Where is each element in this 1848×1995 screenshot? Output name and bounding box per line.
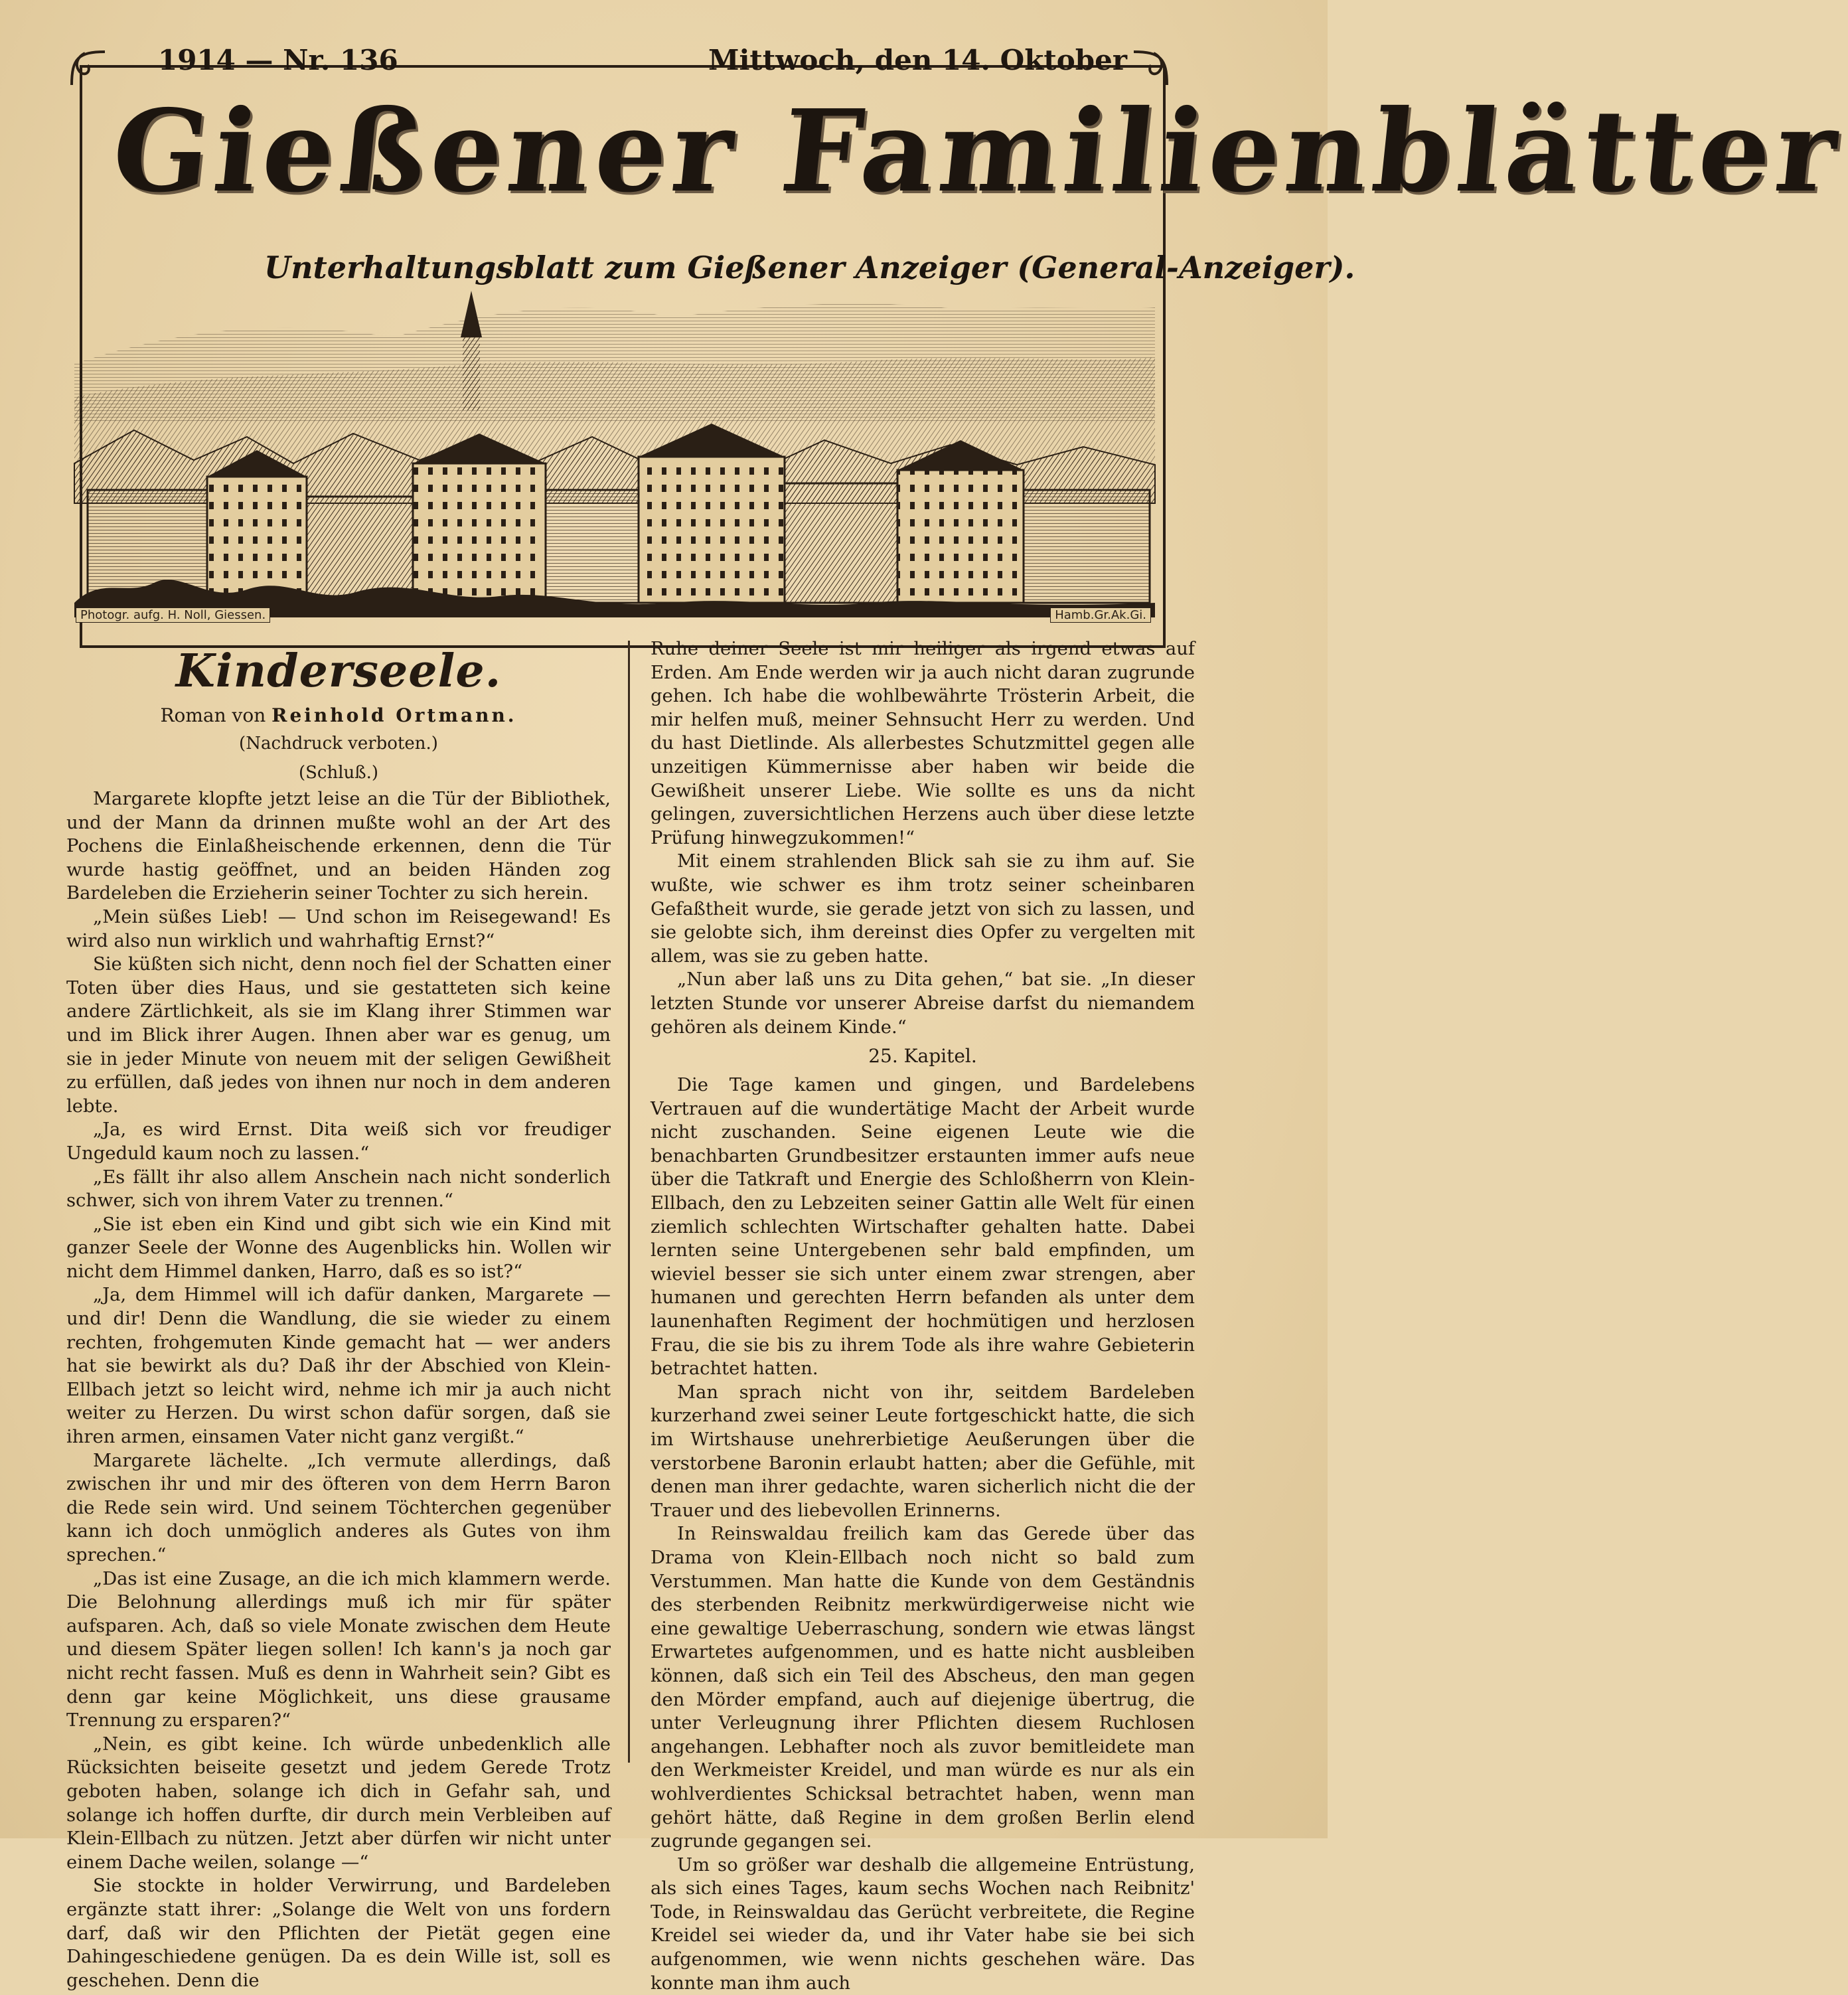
newspaper-title: Gießener Familienblätter: [106, 85, 1848, 218]
masthead: [72, 39, 1848, 623]
paragraph: „Das ist eine Zusage, an die ich mich klammern werde. Die Belohnung allerdings muß ich mir für später aufsparen. Ach, daß so viele Monate zwischen dem Heute und diesem Später liegen sollen! Ich kann's ja noch gar nicht recht fassen. Muß es denn in Wahrheit sein? Gibt es denn gar keine Möglichkeit, uns diese grausame Trennung zu ersparen?“: [66, 1568, 611, 1731]
paragraph: In Reinswaldau freilich kam das Gerede über das Drama von Klein-Ellbach noch nicht so bald zum Verstummen. Man hatte die Kunde von dem Geständnis des sterbenden Reibnitz merkwürdigerweise nicht wie eine gewaltige Ueberraschung, sondern wie etwas längst Erwartetes aufgenommen, und es hatte nicht ausbleiben können, daß sich ein Teil des Abscheus, den man gegen den Mörder empfand, auch auf diejenige übertrug, die unter Verleugnung ihrer Pflichten diesem Ruchlosen angehangen. Lebhafter noch als zuvor bemitleidete man den Werkmeister Kreidel, und man würde es nur als ein wohlverdientes Schicksal betrachtet haben, wenn man gehört hätte, daß Regine in dem großen Berlin elend zugrunde gegangen sei.: [651, 1524, 1195, 1852]
paragraph: „Sie ist eben ein Kind und gibt sich wie ein Kind mit ganzer Seele der Wonne des Augenblicks hin. Wollen wir nicht dem Himmel danken, Harro, daß es so ist?“: [66, 1214, 611, 1282]
paragraph: „Ja, dem Himmel will ich dafür danken, Margarete — und dir! Denn die Wandlung, die sie wieder zu einem rechten, frohgemuten Kinde gemacht hat — wer anders hat sie bewirkt als du? Daß ihr der Abschied von Klein-Ellbach jetzt so leicht wird, nehme ich mir ja auch nicht weiter zu Herzen. Du wirst schon dafür sorgen, daß sie ihren armen, einsamen Vater nicht ganz vergißt.“: [66, 1285, 611, 1448]
paragraph: Man sprach nicht von ihr, seitdem Bardeleben kurzerhand zwei seiner Leute fortgeschickt hatte, die sich im Wirtshause unehrerbietige Aeußerungen über die verstorbene Baronin erlaubt hatten; aber die Gefühle, mit denen man ihrer gedachte, waren sicherlich nicht die der Trauer und des liebevollen Erinnerns.: [651, 1382, 1195, 1521]
author-name: Reinhold Ortmann.: [271, 704, 517, 726]
paragraph: „Mein süßes Lieb! — Und schon im Reisegewand! Es wird also nun wirklich und wahrhaftig Ernst?“: [66, 906, 611, 951]
paragraph: „Nun aber laß uns zu Dita gehen,“ bat sie. „In dieser letzten Stunde vor unserer Abreise darfst du niemandem gehören als deinem Kinde.“: [651, 969, 1195, 1038]
paragraph: Ruhe deiner Seele ist mir heiliger als irgend etwas auf Erden. Am Ende werden wir ja auch nicht daran zugrunde gehen. Ich habe die wohlbewährte Trösterin Arbeit, die mir helfen muß, meiner Sehnsucht Herr zu werden. Und du hast Dietlinde. Als allerbestes Schutzmittel gegen alle unzeitigen Kümmernisse aber haben wir beide die Gewißheit unserer Liebe. Wie sollte es uns da nicht gelingen, zuversichtlichen Herzens auch über diese letzte Prüfung hinwegzukommen!“: [651, 639, 1195, 848]
paragraph: Die Tage kamen und gingen, und Bardelebens Vertrauen auf die wundertätige Macht der Arbeit wurde nicht zuschanden. Seine eigenen Leute wie die benachbarten Grundbesitzer erstaunten immer aufs neue über die Tatkraft und Energie des Schloßherrn von Klein-Ellbach, den zu Lebzeiten seiner Gattin alle Welt für einen ziemlich schlechten Wirtschafter gehalten hatte. Dabei lernten seine Untergebenen sehr bald empfinden, um wieviel besser sie sich unter einem zwar strengen, aber humanen und gerechten Herrn befanden als unter dem launenhaften Regiment der hochmütigen und herzlosen Frau, die sie bis zu ihrem Tode als ihre wahre Gebieterin betrachtet hatten.: [651, 1075, 1195, 1380]
paragraph: Sie stockte in holder Verwirrung, und Bardeleben ergänzte statt ihrer: „Solange die Welt von uns fordern darf, daß wir den Pflichten der Pietät gegen eine Dahingeschiedene genügen. Da es dein Wille ist, soll es geschehen. Denn die: [66, 1875, 611, 1991]
paragraph: „Es fällt ihr also allem Anschein nach nicht sonderlich schwer, sich von ihrem Vater zu trennen.“: [66, 1166, 611, 1212]
issue-line: [158, 44, 1127, 84]
right-column: [651, 637, 1195, 1995]
engraver-credit: Hamb.Gr.Ak.Gi.: [1050, 607, 1151, 623]
paragraph: „Ja, es wird Ernst. Dita weiß sich vor freudiger Ungeduld kaum noch zu lassen.“: [66, 1119, 611, 1164]
left-column: [66, 637, 611, 1992]
paragraph: Mit einem strahlenden Blick sah sie zu ihm auf. Sie wußte, wie schwer es ihm trotz seiner scheinbaren Gefaßtheit wurde, sie gerade jetzt von sich zu lassen, und sie gelobte sich, ihm dereinst dies Opfer zu vergelten mit allem, was sie zu geben hatte.: [651, 851, 1195, 967]
story-title: Kinderseele.: [175, 645, 502, 698]
photo-credit: Photogr. aufg. H. Noll, Giessen.: [76, 607, 270, 623]
town-panorama-illustration: [74, 291, 1155, 617]
credit-row: [76, 605, 1151, 624]
section-label: (Schluß.): [298, 763, 379, 783]
reprint-note: (Nachdruck verboten.): [239, 734, 438, 754]
paragraph: Margarete lächelte. „Ich vermute allerdings, daß zwischen ihr und mir des öfteren von dem Herrn Baron die Rede sein wird. Und seinem Töchterchen gegenüber kann ich doch unmöglich anderes als Gutes von ihm sprechen.“: [66, 1450, 611, 1565]
paragraph: Sie küßten sich nicht, denn noch fiel der Schatten einer Toten über dies Haus, und sie gestatteten sich keine andere Zärtlichkeit, als sie im Klang ihrer Stimmen war und im Blick ihrer Augen. Ihnen aber war es genug, um sie in jeder Minute von neuem mit der seligen Gewißheit zu erfüllen, daß jedes von ihnen nur noch in dem anderen lebte.: [66, 954, 611, 1117]
byline: [66, 702, 611, 729]
chapter-heading: 25. Kapitel.: [868, 1045, 977, 1068]
issue-number: 1914 — Nr. 136: [158, 44, 398, 76]
paragraph: „Nein, es gibt keine. Ich würde unbedenklich alle Rücksichten beiseite gesetzt und jedem Gerede Trotz geboten haben, solange ich dich in Gefahr sah, und solange ich hoffen durfte, dir durch mein Verbleiben auf Klein-Ellbach zu nützen. Jetzt aber dürfen wir nicht unter einem Dache weilen, solange —“: [66, 1733, 611, 1873]
column-rule: [628, 641, 630, 1763]
issue-date: Mittwoch, den 14. Oktober: [708, 44, 1127, 76]
corner-ornament-icon: [65, 45, 112, 92]
paragraph: Margarete klopfte jetzt leise an die Tür der Bibliothek, und der Mann da drinnen mußte wohl an der Art des Pochens die Einlaßheischende erkennen, denn die Tür wurde hastig geöffnet, und an beiden Händen zog Bardeleben die Erzieherin seiner Tochter zu sich herein.: [66, 789, 611, 904]
byline-prefix: Roman von: [160, 704, 266, 726]
paragraph: Um so größer war deshalb die allgemeine Entrüstung, als sich eines Tages, kaum sechs Wochen nach Reibnitz' Tode, in Reinswaldau das Gerücht verbreitete, die Regine Kreidel sei wieder da, und ihr Vater habe sie bei sich aufgenommen, wie wenn nichts geschehen wäre. Das konnte man ihm auch: [651, 1854, 1195, 1994]
newspaper-subtitle: Unterhaltungsblatt zum Gießener Anzeiger (General-Anzeiger).: [264, 250, 1355, 285]
